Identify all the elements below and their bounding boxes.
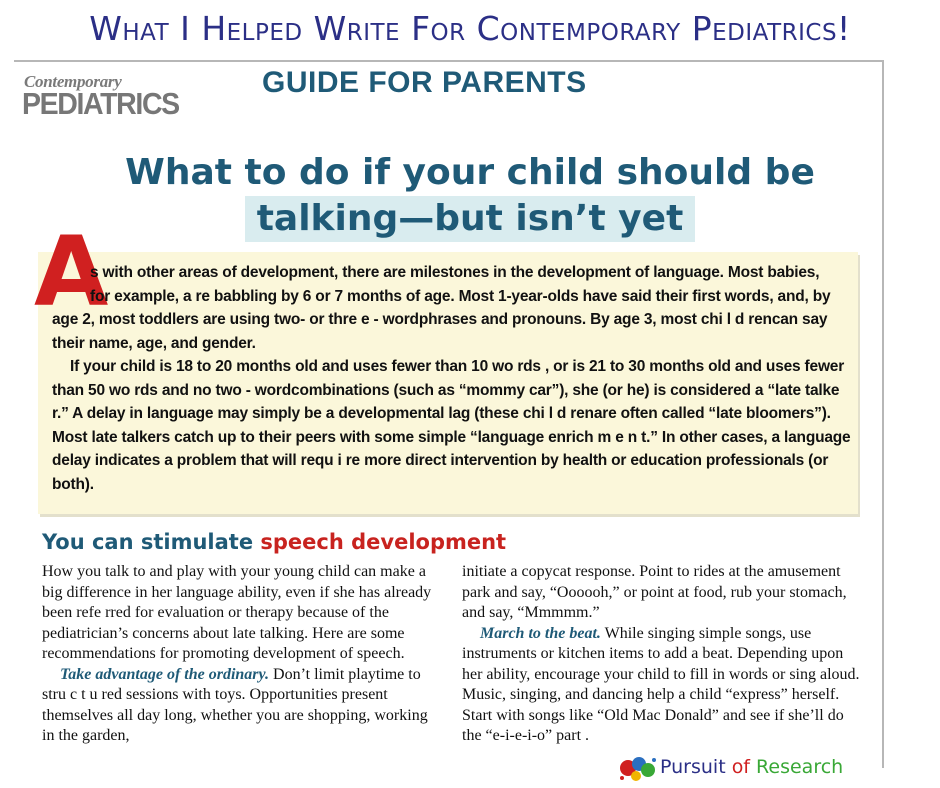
brand-name-1: Pursuit: [660, 756, 732, 778]
magazine-logo-small: Contemporary: [24, 72, 122, 91]
left-paragraph-2: [42, 665, 442, 747]
brand-name-research: Research: [750, 756, 844, 778]
section-heading-blue: You can stimulate: [42, 530, 254, 554]
article-headline: [120, 150, 820, 242]
headline-line-2: talking—but isn’t yet: [245, 196, 696, 242]
intro-paragraph-1-head: [52, 261, 852, 308]
brand-name-of: of: [731, 756, 751, 778]
section-heading-red: speech development: [260, 530, 507, 554]
paint-splat-icon: [618, 754, 658, 784]
intro-text: [52, 261, 852, 496]
section-heading: [42, 530, 506, 554]
drop-cap: A: [34, 216, 109, 328]
column-left: [42, 562, 442, 747]
left-paragraph-2-text: Don’t limit playtime to stru c t u red sessions with toys. Opportunities present themselves all day long, whether you are shopping, working in the garden,: [42, 665, 428, 744]
left-lead-in: Take advantage of the ordinary.: [60, 665, 270, 683]
intro-line-2: for example, a re babbling by 6 or 7 months of age. Most 1-year-olds have said their first words, and, by: [90, 287, 831, 305]
column-right: [462, 562, 862, 747]
right-paragraph-2-text: While singing simple songs, use instruments or kitchen items to add a beat. Depending upon her ability, encourage your child to fill in words or sing aloud. Music, singing, and dancing help a child “express” herself. Start with songs like “Old Mac Donald” and see if she’ll do the “e-i-e-i-o” part .: [462, 624, 860, 744]
brand-watermark: [614, 752, 914, 786]
page-banner: What I Helped Write For Contemporary Pediatrics!: [89, 9, 851, 48]
guide-title: GUIDE FOR PARENTS: [262, 66, 587, 99]
left-paragraph-1: How you talk to and play with your young child can make a big difference in her language ability, even if she has already been refe rred for evaluation or therapy because of the pediatrician’s concerns about late talking. Here are some recommendations for promoting development of speech.: [42, 563, 432, 662]
magazine-logo: PEDIATRICS: [22, 86, 179, 121]
intro-paragraph-2: If your child is 18 to 20 months old and uses fewer than 10 wo rds , or is 21 to 30 months old and uses fewer than 50 wo rds and no two - wordcombinations (such as “mommy car”), she (or he) is considered a “late talke r.” A delay in language may simply be a developmental lag (these chi l d renare often called “late bloomers”). Most late talkers catch up to their peers with some simple “language enrich m e n t.” In other cases, a language delay indicates a problem that will requ i re more direct intervention by health or education professionals (or both).: [52, 358, 851, 493]
intro-paragraph-1-rest: age 2, most toddlers are using two- or thre e - wordphrases and pronouns. By age 3, most chi l d rencan say their name, age, and gender.: [52, 311, 828, 352]
right-paragraph-1: initiate a copycat response. Point to rides at the amusement park and say, “Oooooh,” or point at food, rub your stomach, and say, “Mmmmm.”: [462, 563, 847, 621]
brand-name: [660, 756, 843, 778]
headline-line-1: What to do if your child should be: [125, 152, 815, 193]
intro-line-1: s with other areas of development, there are milestones in the development of language. Most babies,: [90, 264, 820, 281]
right-lead-in: March to the beat.: [480, 624, 601, 642]
right-paragraph-2: [462, 624, 862, 747]
